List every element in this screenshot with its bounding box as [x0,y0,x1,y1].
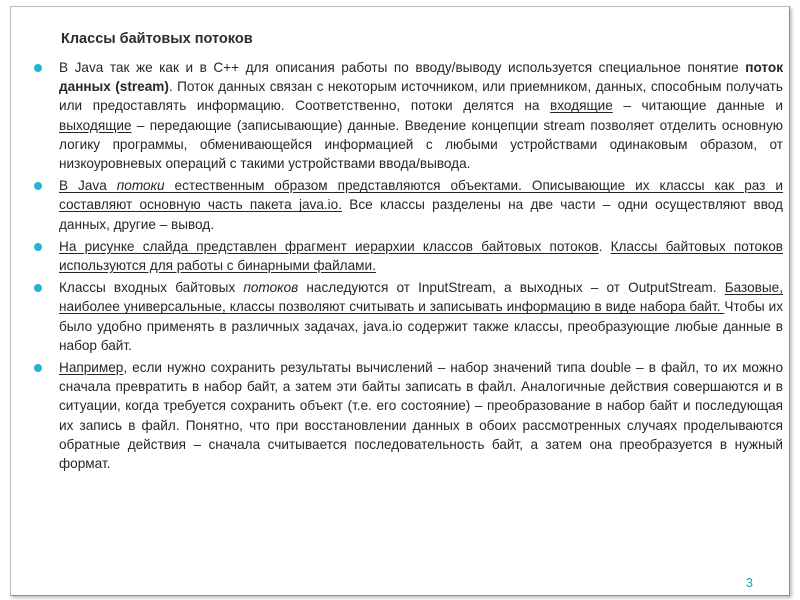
text-run: Классы входных байтовых [59,280,244,296]
text-run: – передающие (записывающие) данные. Введение концепции stream позволяет отделить основную логику программы, обменивающейся информацией с любыми устройствами одинаковым образом, от низкоуровневых операций с такими устройствами ввода/вывода. [59,117,783,172]
text-run: Базовые, наиболее универсальные, классы позволяют считывать и записывать информацию в виде набора байт. [59,280,783,315]
text-run: наследуются от InputStream, а выходных – от OutputStream. [298,280,725,296]
text-run: выходящие [59,117,132,133]
text-run: В Java так же как и в С++ для описания работы по вводу/выводу используется специальное понятие [59,60,746,75]
text-run: , если нужно сохранить результаты вычислений – набор значений типа double – в файл, то их можно сначала превратить в набор байт, а затем эти байты записать в файл. Аналогичные действия совершаются и в ситуации, когда требуется сохранить объект (т.е. его состояние) – преобразование в набор байт и последующая их запись в файл. Понятно, что при восстановлении данных в обоих рассмотренных случаях проделываются обратные действия – сначала считывается последовательность байт, а затем она преобразуется в нужный формат. [59,360,783,472]
bullet-text [59,280,783,353]
slide-title: Классы байтовых потоков [61,31,253,47]
text-run: . Поток данных связан с некоторым источником, или приемником, данных, способным получать или предоставлять информацию. Соответственно, потоки делятся на [59,79,783,114]
text-run: Все классы разделены на две части – одни осуществляют ввод данных, другие – вывод. [59,197,783,232]
bullet-dot-icon [34,243,42,251]
text-run: В Java [59,178,117,194]
text-run: поток данных (stream) [59,60,783,95]
bullet-item [31,358,783,473]
text-run: входящие [550,98,613,114]
bullet-text [59,239,783,273]
bullet-dot-icon [34,284,42,292]
text-run: потоков [243,280,299,296]
bullet-item [31,176,783,234]
text-run: потоки [116,178,165,194]
text-run: – читающие данные и [612,98,783,114]
bullet-item [31,278,783,355]
text-run: Классы байтовых потоков используются для работы с бинарными файлами. [59,238,783,274]
bullet-text [59,360,783,471]
text-run: На рисунке слайда представлен фрагмент иерархии классов байтовых потоков [59,238,599,254]
bullet-item [31,237,783,275]
bullet-dot-icon [34,364,42,372]
bullet-list [31,58,783,476]
bullet-dot-icon [34,64,42,72]
text-run: Чтобы их было удобно применять в различных задачах, java.io содержит также классы, преобразующие любые данные в набор байт. [59,299,783,353]
bullet-dot-icon [34,182,42,190]
text-run: Например [59,360,124,376]
page-number: 3 [745,575,753,590]
bullet-item [31,58,783,173]
bullet-text [59,178,783,231]
bullet-text [59,60,783,171]
slide-frame [10,6,790,596]
text-run: . [598,238,611,254]
text-run: естественным образом представляются объектами. Описывающие их классы как раз и составляют основную часть пакета java.io. [59,178,783,213]
